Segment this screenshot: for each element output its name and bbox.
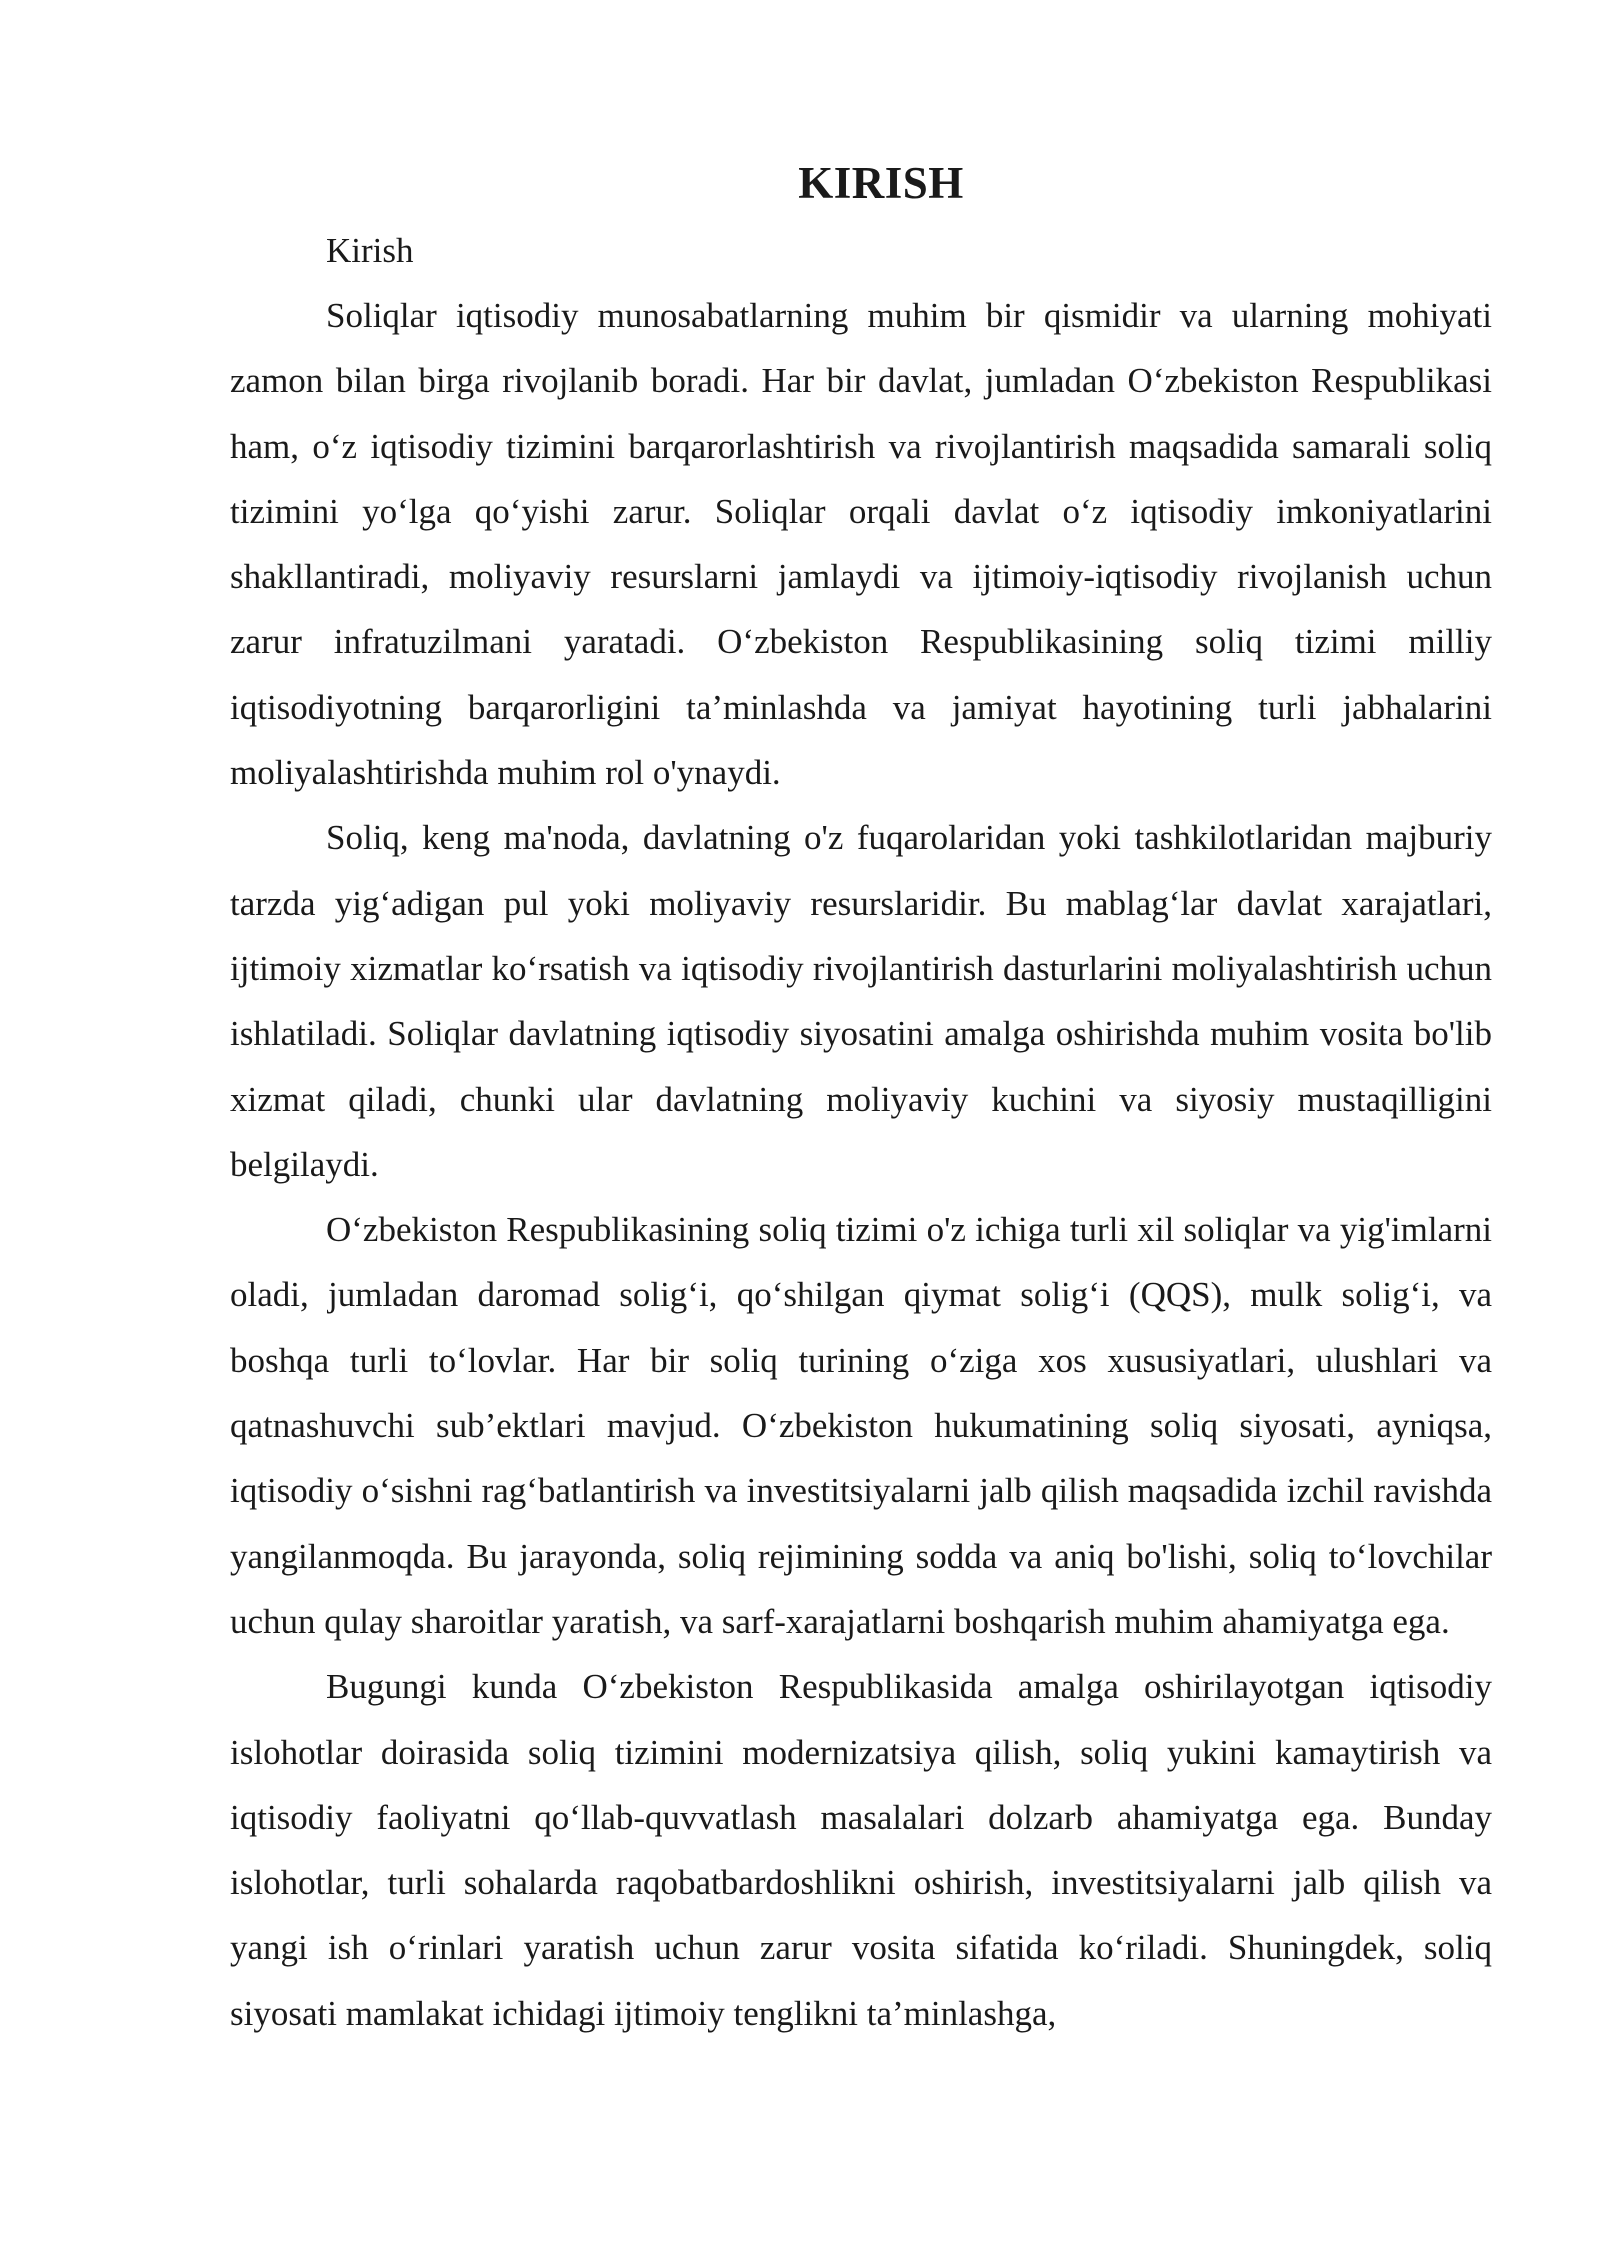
- page-title: KIRISH: [798, 158, 964, 208]
- body-paragraph: Soliq, keng ma'noda, davlatning o'z fuqarolaridan yoki tashkilotlaridan majburiy tarzda yig‘adigan pul yoki moliyaviy resurslaridir. Bu mablag‘lar davlat xarajatlari, ijtimoiy xizmatlar ko‘rsatish va iqtisodiy rivojlantirish dasturlarini moliyalashtirish uchun ishlatiladi. Soliqlar davlatning iqtisodiy siyosatini amalga oshirishda muhim vosita bo'lib xizmat qiladi, chunki ular davlatning moliyaviy kuchini va siyosiy mustaqilligini belgilaydi.: [230, 818, 1492, 1184]
- body-paragraph: Soliqlar iqtisodiy munosabatlarning muhim bir qismidir va ularning mohiyati zamon bilan birga rivojlanib boradi. Har bir davlat, jumladan O‘zbekiston Respublikasi ham, o‘z iqtisodiy tizimini barqarorlashtirish va rivojlantirish maqsadida samarali soliq tizimini yo‘lga qo‘yishi zarur. Soliqlar orqali davlat o‘z iqtisodiy imkoniyatlarini shakllantiradi, moliyaviy resurslarni jamlaydi va ijtimoiy-iqtisodiy rivojlanish uchun zarur infratuzilmani yaratadi. O‘zbekiston Respublikasining soliq tizimi milliy iqtisodiyotning barqarorligini ta’minlashda va jamiyat hayotining turli jabhalarini moliyalashtirishda muhim rol o'ynaydi.: [230, 296, 1492, 793]
- body-paragraph: O‘zbekiston Respublikasining soliq tizimi o'z ichiga turli xil soliqlar va yig'imlarni oladi, jumladan daromad solig‘i, qo‘shilgan qiymat solig‘i (QQS), mulk solig‘i, va boshqa turli to‘lovlar. Har bir soliq turining o‘ziga xos xususiyatlari, ulushlari va qatnashuvchi sub’ektlari mavjud. O‘zbekiston hukumatining soliq siyosati, ayniqsa, iqtisodiy o‘sishni rag‘batlantirish va investitsiyalarni jalb qilish maqsadida izchil ravishda yangilanmoqda. Bu jarayonda, soliq rejimining sodda va aniq bo'lishi, soliq to‘lovchilar uchun qulay sharoitlar yaratish, va sarf-xarajatlarni boshqarish muhim ahamiyatga ega.: [230, 1210, 1492, 1641]
- body-paragraph: Bugungi kunda O‘zbekiston Respublikasida amalga oshirilayotgan iqtisodiy islohotlar doirasida soliq tizimini modernizatsiya qilish, soliq yukini kamaytirish va iqtisodiy faoliyatni qo‘llab-quvvatlash masalalari dolzarb ahamiyatga ega. Bunday islohotlar, turli sohalarda raqobatbardoshlikni oshirish, investitsiyalarni jalb qilish va yangi ish o‘rinlari yaratish uchun zarur vosita sifatida ko‘riladi. Shuningdek, soliq siyosati mamlakat ichidagi ijtimoiy tenglikni ta’minlashga,: [230, 1667, 1492, 2033]
- document-body: [230, 148, 1492, 2046]
- section-subheading: Kirish: [326, 231, 414, 270]
